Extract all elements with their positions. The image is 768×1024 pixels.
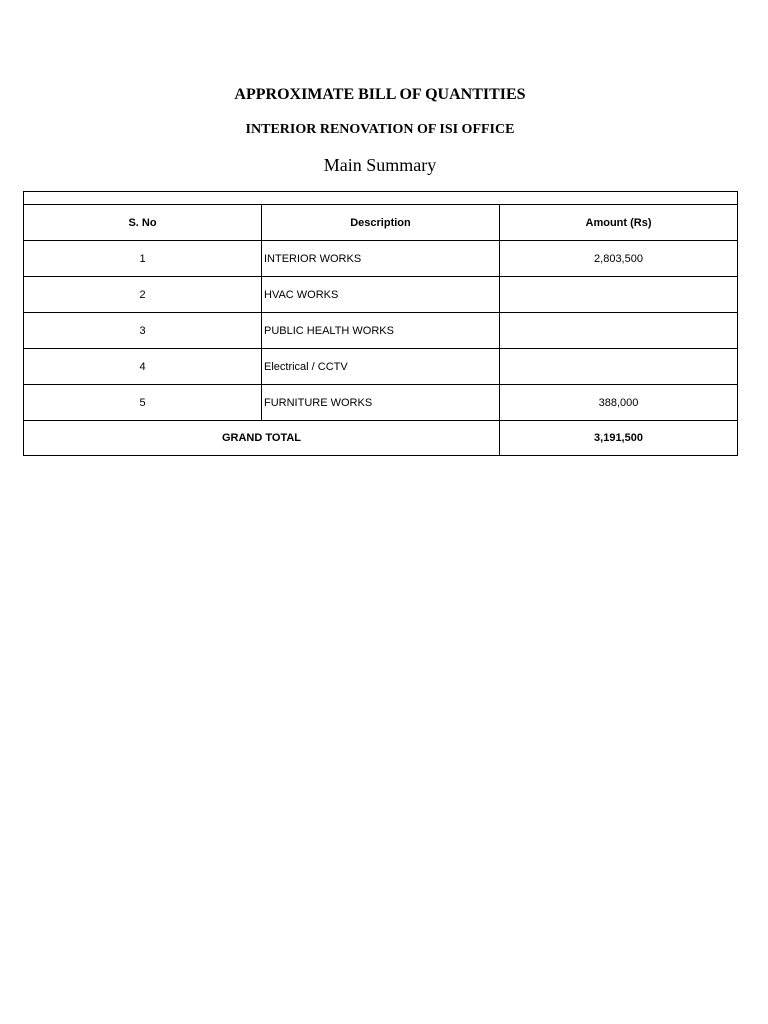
row-description: FURNITURE WORKS	[262, 385, 500, 421]
document-title: APPROXIMATE BILL OF QUANTITIES	[234, 86, 526, 103]
row-description: HVAC WORKS	[262, 277, 500, 313]
row-amount	[500, 277, 738, 313]
table-row	[24, 349, 738, 385]
table-row	[24, 313, 738, 349]
row-amount	[500, 313, 738, 349]
header-sno: S. No	[24, 205, 262, 241]
summary-table	[23, 191, 738, 456]
table-header-row	[24, 205, 738, 241]
row-sno: 5	[24, 385, 262, 421]
row-description: INTERIOR WORKS	[262, 241, 500, 277]
row-sno: 1	[24, 241, 262, 277]
table-row	[24, 277, 738, 313]
section-title: Main Summary	[323, 155, 437, 175]
row-amount: 388,000	[500, 385, 738, 421]
row-amount	[500, 349, 738, 385]
table-row	[24, 385, 738, 421]
row-amount: 2,803,500	[500, 241, 738, 277]
spacer-cell	[24, 192, 738, 205]
row-sno: 2	[24, 277, 262, 313]
row-description: Electrical / CCTV	[262, 349, 500, 385]
row-sno: 4	[24, 349, 262, 385]
table-spacer-row	[24, 192, 738, 205]
grand-total-amount: 3,191,500	[500, 421, 738, 456]
grand-total-row	[24, 421, 738, 456]
table-row	[24, 241, 738, 277]
document-subtitle: INTERIOR RENOVATION OF ISI OFFICE	[245, 122, 515, 137]
grand-total-label: GRAND TOTAL	[24, 421, 500, 456]
header-description: Description	[262, 205, 500, 241]
row-description: PUBLIC HEALTH WORKS	[262, 313, 500, 349]
row-sno: 3	[24, 313, 262, 349]
header-amount: Amount (Rs)	[500, 205, 738, 241]
